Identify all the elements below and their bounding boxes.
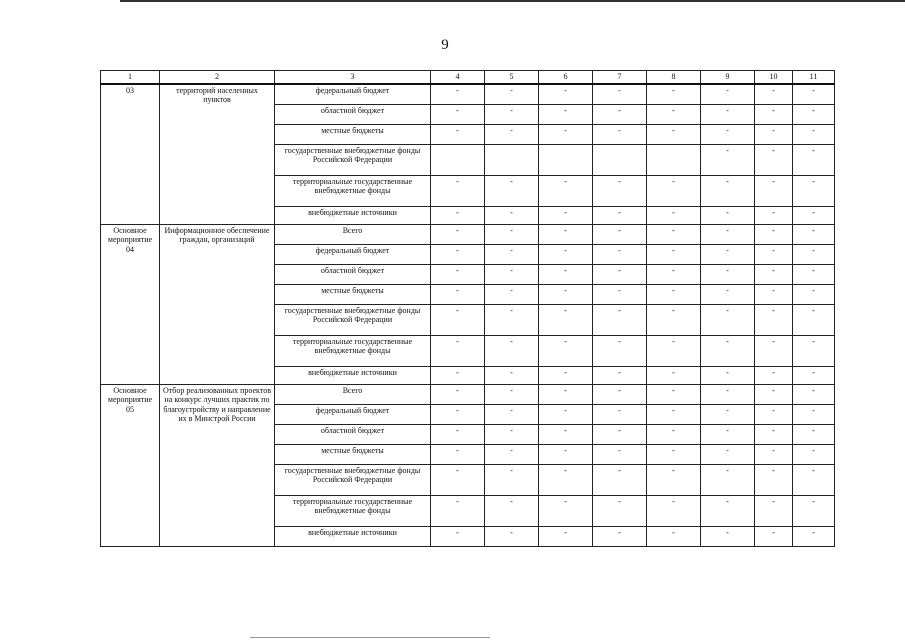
- value-cell: -: [793, 244, 835, 264]
- value-cell: -: [755, 366, 793, 384]
- value-cell: -: [485, 526, 539, 546]
- value-cell: -: [593, 244, 647, 264]
- page-number: 9: [441, 37, 449, 53]
- value-cell: -: [431, 206, 485, 224]
- value-cell: -: [793, 144, 835, 175]
- header-cell: 9: [701, 71, 755, 84]
- value-cell: -: [539, 175, 593, 206]
- value-cell: -: [539, 424, 593, 444]
- value-cell: -: [593, 335, 647, 366]
- value-cell: -: [755, 495, 793, 526]
- value-cell: -: [793, 384, 835, 404]
- value-cell: -: [431, 366, 485, 384]
- value-cell: -: [647, 404, 701, 424]
- value-cell: -: [755, 124, 793, 144]
- value-cell: -: [539, 384, 593, 404]
- value-cell: -: [431, 424, 485, 444]
- funding-source: государственные внебюджетные фонды Российской Федерации: [275, 464, 431, 495]
- header-cell: 4: [431, 71, 485, 84]
- header-cell: 6: [539, 71, 593, 84]
- value-cell: -: [647, 366, 701, 384]
- scan-top-rule: [120, 0, 905, 2]
- value-cell: -: [593, 495, 647, 526]
- budget-table: [100, 70, 835, 547]
- value-cell: -: [431, 526, 485, 546]
- value-cell: -: [593, 175, 647, 206]
- value-cell: -: [593, 404, 647, 424]
- value-cell: -: [593, 384, 647, 404]
- value-cell: -: [701, 84, 755, 105]
- funding-source: Всего: [275, 224, 431, 244]
- value-cell: -: [793, 304, 835, 335]
- value-cell: -: [755, 84, 793, 105]
- value-cell: -: [755, 175, 793, 206]
- value-cell: -: [539, 244, 593, 264]
- value-cell: -: [755, 144, 793, 175]
- funding-source: территориальные государственные внебюджетные фонды: [275, 335, 431, 366]
- header-cell: 5: [485, 71, 539, 84]
- value-cell: -: [431, 495, 485, 526]
- value-cell: -: [793, 335, 835, 366]
- value-cell: -: [431, 264, 485, 284]
- value-cell: -: [755, 464, 793, 495]
- value-cell: -: [593, 366, 647, 384]
- value-cell: -: [539, 366, 593, 384]
- value-cell: -: [431, 404, 485, 424]
- value-cell: -: [701, 384, 755, 404]
- value-cell: -: [701, 284, 755, 304]
- value-cell: -: [793, 84, 835, 105]
- value-cell: -: [793, 124, 835, 144]
- header-row: [101, 71, 835, 84]
- value-cell: -: [539, 495, 593, 526]
- value-cell: -: [485, 175, 539, 206]
- measure-name: Отбор реализованных проектов на конкурс лучших практик по благоустройству и направление их в Минстрой России: [160, 384, 275, 546]
- value-cell: -: [755, 264, 793, 284]
- funding-source: территориальные государственные внебюджетные фонды: [275, 495, 431, 526]
- value-cell: -: [485, 404, 539, 424]
- value-cell: -: [539, 284, 593, 304]
- value-cell: -: [431, 284, 485, 304]
- value-cell: -: [485, 384, 539, 404]
- value-cell: -: [485, 424, 539, 444]
- header-cell: 2: [160, 71, 275, 84]
- funding-source: внебюджетные источники: [275, 366, 431, 384]
- funding-source: государственные внебюджетные фонды Российской Федерации: [275, 144, 431, 175]
- measure-code: 03: [101, 84, 160, 225]
- value-cell: -: [539, 206, 593, 224]
- value-cell: -: [701, 144, 755, 175]
- value-cell: -: [539, 304, 593, 335]
- value-cell: -: [701, 304, 755, 335]
- value-cell: -: [755, 244, 793, 264]
- measure-name: Информационное обеспечение граждан, организаций: [160, 224, 275, 384]
- value-cell: -: [701, 495, 755, 526]
- value-cell: -: [593, 206, 647, 224]
- value-cell: -: [755, 424, 793, 444]
- value-cell: -: [701, 104, 755, 124]
- value-cell: -: [793, 526, 835, 546]
- value-cell: -: [539, 224, 593, 244]
- value-cell: -: [431, 224, 485, 244]
- value-cell: -: [485, 104, 539, 124]
- value-cell: -: [485, 444, 539, 464]
- value-cell: -: [593, 304, 647, 335]
- value-cell: -: [647, 384, 701, 404]
- funding-source: внебюджетные источники: [275, 526, 431, 546]
- value-cell: -: [539, 264, 593, 284]
- value-cell: -: [539, 526, 593, 546]
- value-cell: -: [755, 206, 793, 224]
- funding-source: местные бюджеты: [275, 444, 431, 464]
- funding-source: Всего: [275, 384, 431, 404]
- value-cell: -: [431, 335, 485, 366]
- scan-bottom-rule: [250, 637, 490, 638]
- value-cell: -: [647, 104, 701, 124]
- funding-source: федеральный бюджет: [275, 84, 431, 105]
- value-cell: -: [593, 464, 647, 495]
- value-cell: -: [539, 464, 593, 495]
- table-row: [101, 84, 835, 105]
- value-cell: -: [431, 244, 485, 264]
- value-cell: -: [485, 206, 539, 224]
- value-cell: -: [701, 444, 755, 464]
- header-cell: 7: [593, 71, 647, 84]
- value-cell: -: [793, 264, 835, 284]
- value-cell: -: [431, 175, 485, 206]
- value-cell: -: [793, 464, 835, 495]
- value-cell: -: [593, 104, 647, 124]
- value-cell: -: [539, 104, 593, 124]
- value-cell: -: [793, 366, 835, 384]
- value-cell: -: [647, 424, 701, 444]
- table-row: [101, 224, 835, 244]
- value-cell: -: [647, 224, 701, 244]
- value-cell: -: [485, 304, 539, 335]
- value-cell: -: [793, 495, 835, 526]
- value-cell: -: [431, 104, 485, 124]
- value-cell: -: [539, 404, 593, 424]
- value-cell: -: [485, 84, 539, 105]
- value-cell: -: [431, 124, 485, 144]
- value-cell: -: [485, 464, 539, 495]
- header-cell: 8: [647, 71, 701, 84]
- value-cell: -: [647, 444, 701, 464]
- value-cell: -: [701, 424, 755, 444]
- value-cell: -: [793, 284, 835, 304]
- value-cell: -: [485, 366, 539, 384]
- value-cell: -: [647, 84, 701, 105]
- value-cell: -: [755, 404, 793, 424]
- value-cell: -: [701, 244, 755, 264]
- value-cell: -: [539, 335, 593, 366]
- value-cell: -: [755, 224, 793, 244]
- value-cell: -: [431, 304, 485, 335]
- value-cell: -: [593, 284, 647, 304]
- value-cell: -: [701, 175, 755, 206]
- header-cell: 10: [755, 71, 793, 84]
- value-cell: -: [755, 284, 793, 304]
- value-cell: -: [647, 464, 701, 495]
- value-cell: -: [755, 384, 793, 404]
- value-cell: -: [593, 224, 647, 244]
- value-cell: -: [593, 264, 647, 284]
- value-cell: -: [647, 206, 701, 224]
- value-cell: -: [485, 284, 539, 304]
- header-cell: 11: [793, 71, 835, 84]
- funding-source: областной бюджет: [275, 104, 431, 124]
- value-cell: -: [647, 284, 701, 304]
- value-cell: -: [793, 224, 835, 244]
- value-cell: [593, 144, 647, 175]
- value-cell: -: [701, 526, 755, 546]
- value-cell: -: [431, 444, 485, 464]
- value-cell: -: [793, 424, 835, 444]
- value-cell: -: [593, 526, 647, 546]
- value-cell: -: [793, 206, 835, 224]
- funding-source: федеральный бюджет: [275, 244, 431, 264]
- value-cell: -: [431, 464, 485, 495]
- funding-source: федеральный бюджет: [275, 404, 431, 424]
- value-cell: -: [431, 84, 485, 105]
- value-cell: -: [793, 104, 835, 124]
- table-row: [101, 384, 835, 404]
- value-cell: -: [701, 224, 755, 244]
- header-cell: 3: [275, 71, 431, 84]
- value-cell: -: [647, 304, 701, 335]
- funding-source: областной бюджет: [275, 264, 431, 284]
- value-cell: -: [755, 526, 793, 546]
- value-cell: -: [701, 206, 755, 224]
- value-cell: -: [793, 175, 835, 206]
- value-cell: -: [647, 495, 701, 526]
- value-cell: -: [431, 384, 485, 404]
- measure-code: Основное мероприятие 05: [101, 384, 160, 546]
- value-cell: -: [755, 304, 793, 335]
- value-cell: -: [647, 124, 701, 144]
- value-cell: -: [647, 244, 701, 264]
- value-cell: -: [701, 366, 755, 384]
- value-cell: -: [485, 244, 539, 264]
- value-cell: -: [701, 464, 755, 495]
- header-cell: 1: [101, 71, 160, 84]
- value-cell: -: [647, 526, 701, 546]
- funding-source: территориальные государственные внебюджетные фонды: [275, 175, 431, 206]
- value-cell: -: [755, 104, 793, 124]
- funding-source: местные бюджеты: [275, 284, 431, 304]
- funding-source: внебюджетные источники: [275, 206, 431, 224]
- value-cell: -: [539, 84, 593, 105]
- funding-source: государственные внебюджетные фонды Российской Федерации: [275, 304, 431, 335]
- value-cell: [647, 144, 701, 175]
- value-cell: [539, 144, 593, 175]
- value-cell: [485, 144, 539, 175]
- value-cell: -: [593, 424, 647, 444]
- value-cell: -: [593, 84, 647, 105]
- value-cell: -: [701, 404, 755, 424]
- value-cell: -: [539, 444, 593, 464]
- value-cell: -: [485, 335, 539, 366]
- value-cell: -: [701, 264, 755, 284]
- value-cell: -: [539, 124, 593, 144]
- funding-source: областной бюджет: [275, 424, 431, 444]
- value-cell: -: [755, 335, 793, 366]
- value-cell: -: [793, 404, 835, 424]
- value-cell: -: [593, 124, 647, 144]
- value-cell: -: [647, 335, 701, 366]
- value-cell: -: [793, 444, 835, 464]
- value-cell: -: [701, 335, 755, 366]
- funding-source: местные бюджеты: [275, 124, 431, 144]
- value-cell: -: [485, 264, 539, 284]
- value-cell: -: [647, 175, 701, 206]
- value-cell: [431, 144, 485, 175]
- measure-name: территорий населенных пунктов: [160, 84, 275, 225]
- value-cell: -: [755, 444, 793, 464]
- value-cell: -: [485, 495, 539, 526]
- value-cell: -: [485, 124, 539, 144]
- value-cell: -: [701, 124, 755, 144]
- measure-code: Основное мероприятие 04: [101, 224, 160, 384]
- value-cell: -: [647, 264, 701, 284]
- value-cell: -: [593, 444, 647, 464]
- value-cell: -: [485, 224, 539, 244]
